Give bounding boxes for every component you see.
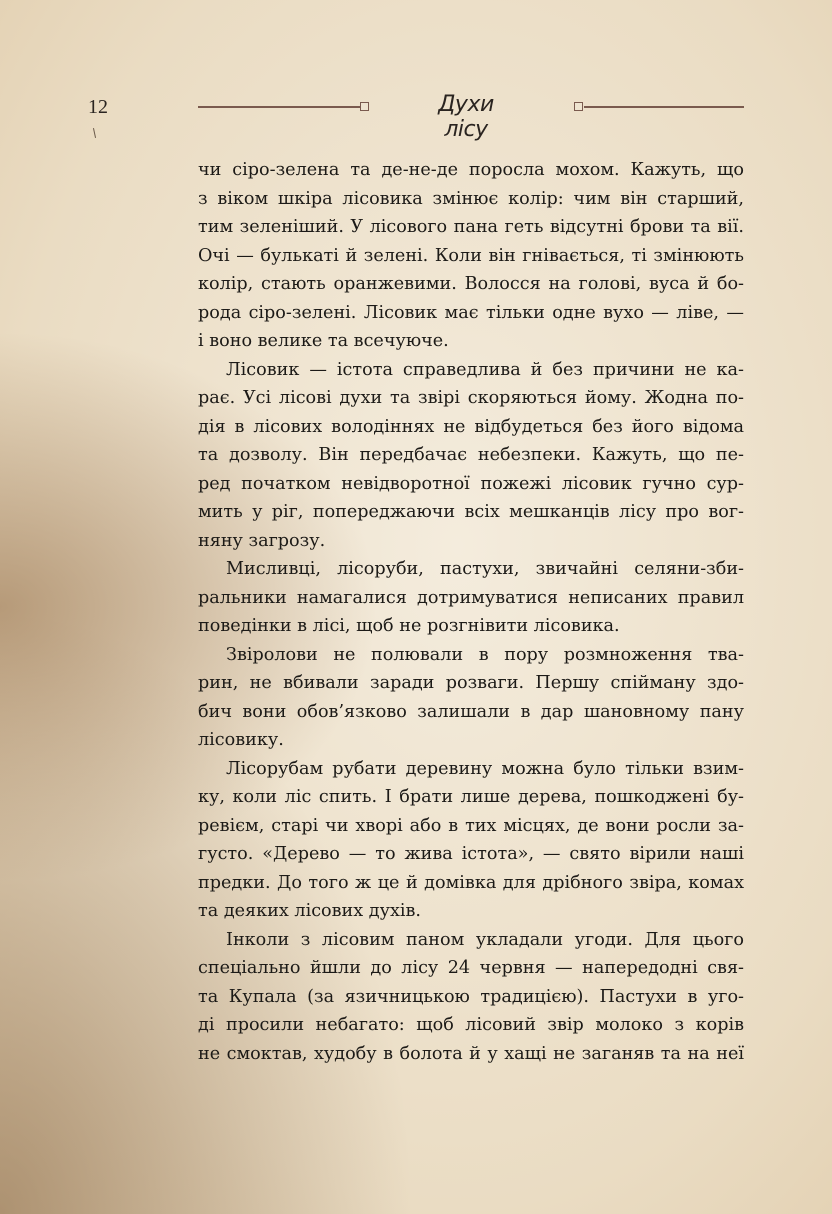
- running-title: Духи лісу: [438, 92, 494, 142]
- page-number-tick: [93, 128, 96, 138]
- text-line: ревієм, старі чи хворі або в тих місцях, де вони росли за-: [198, 815, 744, 836]
- header-rule-right: [584, 106, 744, 108]
- text-line: ді просили небагато: щоб лісовий звір молоко з корів: [198, 1015, 744, 1035]
- text-line: рає. Усі лісові духи та звірі скоряються йому. Жодна по-: [198, 388, 744, 408]
- text-line: поведінки в лісі, щоб не розгнівити лісовика.: [198, 616, 620, 636]
- text-line: ку, коли ліс спить. І брати лише дерева, пошкоджені бу-: [198, 787, 744, 807]
- text-line: ред початком невідворотної пожежі лісовик гучно сур-: [198, 473, 744, 494]
- text-line: Мисливці, лісоруби, пастухи, звичайні селяни-зби-: [226, 559, 744, 579]
- text-line: та дозволу. Він передбачає небезпеки. Кажуть, що пе-: [198, 445, 744, 465]
- text-line: Звіролови не полювали в пору розмноження тва-: [226, 644, 744, 665]
- text-line: тим зеленіший. У лісового пана геть відсутні брови та вії.: [198, 217, 744, 237]
- text-line: густо. «Дерево — то жива істота», — свято вірили наші: [198, 844, 744, 864]
- header-rule-left-cap: [360, 102, 369, 111]
- text-line: няну загрозу.: [198, 530, 326, 551]
- text-line: колір, стають оранжевими. Волосся на голові, вуса й бо-: [198, 274, 744, 294]
- text-line: дія в лісових володіннях не відбудеться без його відома: [198, 416, 744, 437]
- text-line: не смоктав, худобу в болота й у хащі не заганяв та на неї: [198, 1043, 744, 1064]
- text-line: предки. До того ж це й домівка для дрібного звіра, комах: [198, 872, 744, 893]
- text-line: чи сіро-зелена та де-не-де поросла мохом. Кажуть, що: [198, 160, 744, 180]
- text-line: та деяких лісових духів.: [198, 901, 422, 921]
- body-text: [198, 156, 744, 1068]
- text-line: спеціально йшли до лісу 24 червня — напередодні свя-: [198, 958, 744, 978]
- text-line: Лісорубам рубати деревину можна було тільки взим-: [226, 758, 744, 779]
- text-line: Очі — булькаті й зелені. Коли він гнівається, ті змінюють: [198, 245, 744, 266]
- text-line: мить у ріг, попереджаючи всіх мешканців лісу про вог-: [198, 502, 744, 522]
- text-line: бич вони обов’язково залишали в дар шановному пану: [198, 701, 744, 722]
- text-line: з віком шкіра лісовика змінює колір: чим він старший,: [198, 188, 744, 209]
- header-rule-left: [198, 106, 360, 108]
- header-rule-right-cap: [574, 102, 583, 111]
- text-line: та Купала (за язичницькою традицією). Пастухи в уго-: [198, 986, 744, 1007]
- text-line: рода сіро-зелені. Лісовик має тільки одне вухо — ліве, —: [198, 302, 744, 323]
- page-number: 12: [88, 96, 108, 118]
- text-line: і воно велике та всечуюче.: [198, 331, 449, 351]
- text-line: ральники намагалися дотримуватися неписаних правил: [198, 587, 744, 608]
- text-line: Лісовик — істота справедлива й без причини не ка-: [226, 359, 744, 380]
- text-line: Інколи з лісовим паном укладали угоди. Для цього: [226, 929, 744, 950]
- text-line: лісовику.: [198, 730, 284, 750]
- text-line: рин, не вбивали заради розваги. Першу спійману здо-: [198, 673, 744, 693]
